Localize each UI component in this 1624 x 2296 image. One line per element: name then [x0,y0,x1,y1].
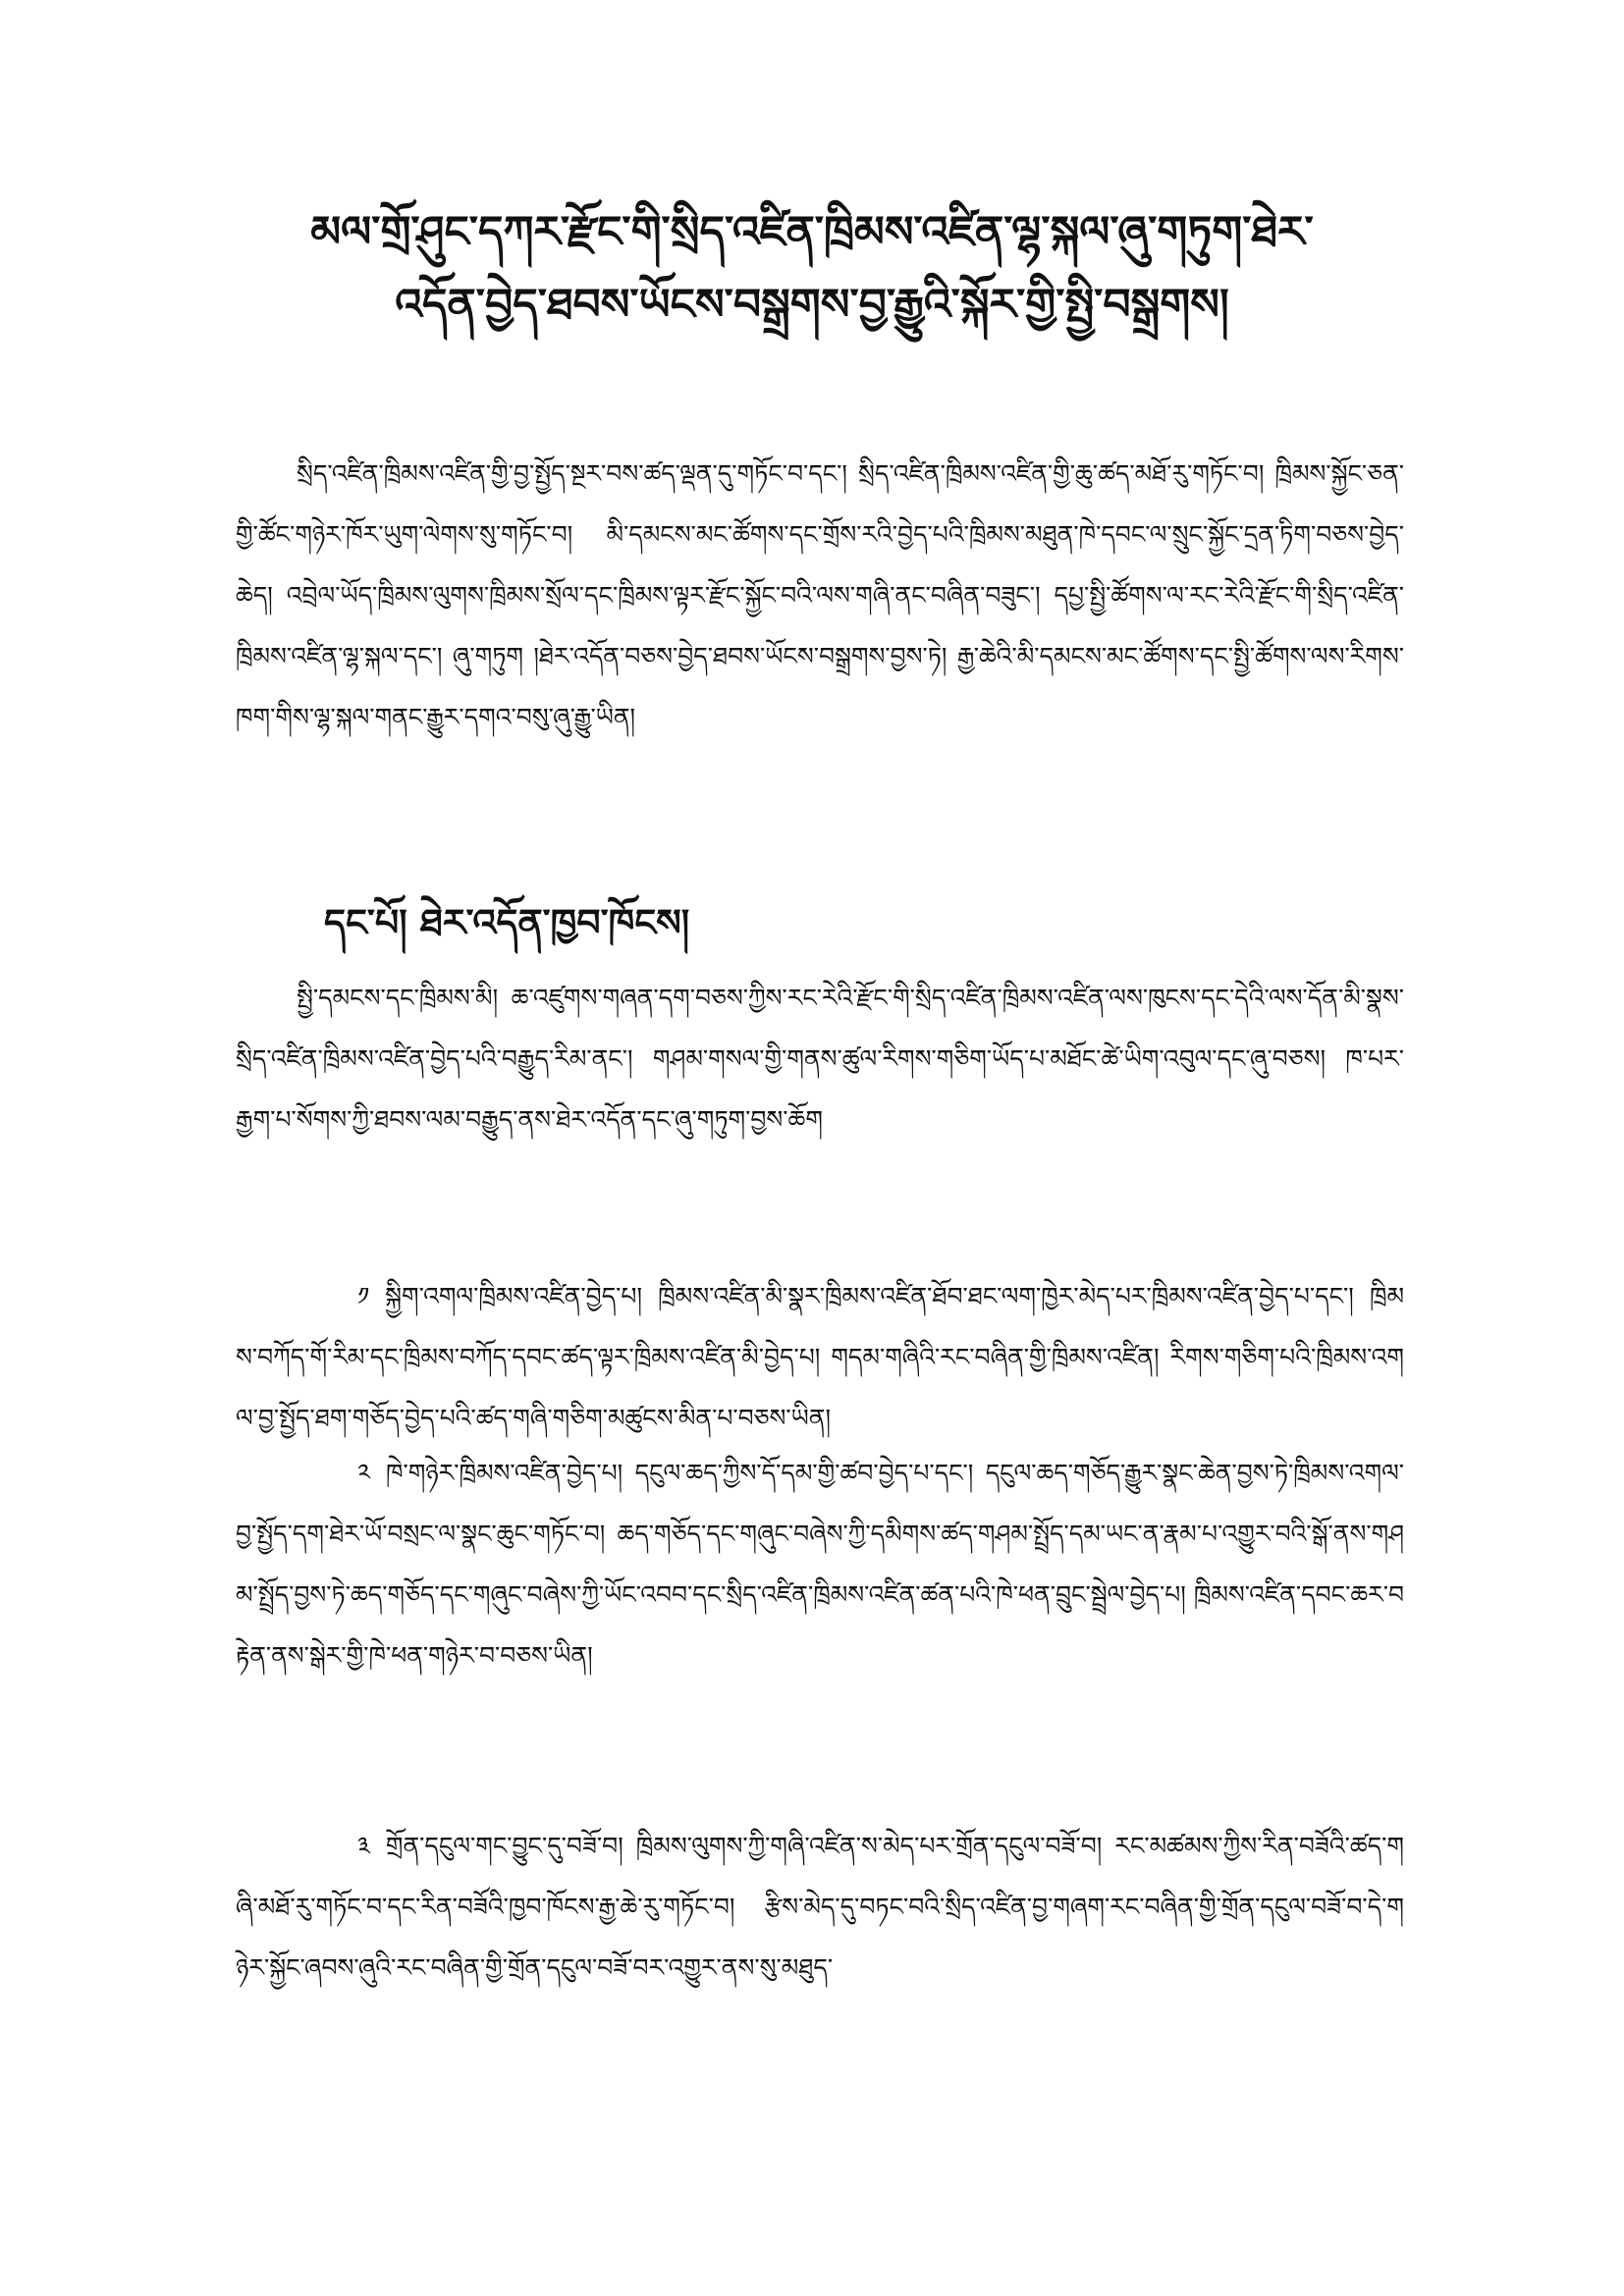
list-item-text: སྐྱིག་འགལ་ཁྲིམས་འཛིན་བྱེད་པ། ཁྲིམས་འཛིན་མི་སྣར་ཁྲིམས་འཛིན་ཐོབ་ཐང་ལག་ཁྱེར་མེད་པར་ཁྲིམས་འཛིན་བྱེད་པ་དང་། ཁྲིམས་བཀོད་གོ་རིམ་དང་ཁྲིམས་བཀོད་དབང་ཚད་ལྟར་ཁྲིམས་འཛིན་མི་བྱེད་པ། གདམ་གཞིའི་རང་བཞིན་གྱི་ཁྲིམས་འཛིན། རིགས་གཅིག་པའི་ཁྲིམས་འགལ་བྱ་སྤྱོད་ཐག་གཅོད་བྱེད་པའི་ཚད་གཞི་གཅིག་མཚུངས་མིན་པ་བཅས་ཡིན། [236,1282,1404,1432]
list-item-text: ཁེ་གཉེར་ཁྲིམས་འཛིན་བྱེད་པ། དངུལ་ཆད་ཀྱིས་དོ་དམ་གྱི་ཚབ་བྱེད་པ་དང་། དངུལ་ཆད་གཅོད་རྒྱུར་སྣང་ཆེན་བྱས་ཏེ་ཁྲིམས་འགལ་བྱ་སྤྱོད་དག་ཐེར་ཡོ་བསྲང་ལ་སྣང་ཆུང་གཏོང་བ། ཆད་གཅོད་དང་གཞུང་བཞེས་ཀྱི་དམིགས་ཚད་གཤམ་སྤྲོད་དམ་ཡང་ན་རྣམ་པ་འགྱུར་བའི་སྒོ་ནས་གཤམ་སྤྲོད་བྱས་ཏེ་ཆད་གཅོད་དང་གཞུང་བཞེས་ཀྱི་ཡོང་འབབ་དང་སྲིད་འཛིན་ཁྲིམས་འཛིན་ཚན་པའི་ཁེ་ཕན་བྲུང་སྦྲེལ་བྱེད་པ། ཁྲིམས་འཛིན་དབང་ཆར་བརྟེན་ནས་སྒེར་གྱི་ཁེ་ཕན་གཉེར་བ་བཅས་ཡིན། [236,1459,1404,1670]
list-item-1 [236,1266,1404,1449]
list-item-number: ༢ [357,1459,370,1487]
title-line-2: འདོན་བྱེད་ཐབས་ཡོངས་བསྒྲགས་བྱ་རྒྱུའི་སྐོར་གྱི་སྤྱི་བསྒྲགས། [395,280,1229,330]
title-line-1: མལ་གྲོ་ཤུང་དཀར་རྫོང་གི་སྲིད་འཛིན་ཁྲིམས་འཛིན་ལྷ་སྐལ་ཞུ་གཏུག་ཐེར་ [310,207,1314,257]
list-item-number: ༣ [357,1832,370,1860]
section-heading: དང་པོ། ཐེར་འདོན་ཁྱབ་ཁོངས། [324,901,690,944]
list-item-number: ༡ [357,1282,370,1310]
section-paragraph: སྤྱི་དམངས་དང་ཁྲིམས་མི། ཆ་འཛུགས་གཞན་དག་བཅས་ཀྱིས་རང་རེའི་རྫོང་གི་སྲིད་འཛིན་ཁྲིམས་འཛིན་ལས་ཁུངས་དང་དེའི་ལས་དོན་མི་སྣས་སྲིད་འཛིན་ཁྲིམས་འཛིན་བྱེད་པའི་བརྒྱུད་རིམ་ནང་། གཤམ་གསལ་གྱི་གནས་ཚུལ་རིགས་གཅིག་ཡོད་པ་མཐོང་ཚེ་ཡིག་འབུལ་དང་ཞུ་བཅས། ཁ་པར་རྒྱག་པ་སོགས་ཀྱི་ཐབས་ལམ་བརྒྱུད་ནས་ཐེར་འདོན་དང་ཞུ་གཏུག་བྱས་ཆོག [236,984,1404,1134]
document-title [147,196,1477,342]
intro-paragraph: སྲིད་འཛིན་ཁྲིམས་འཛིན་གྱི་བྱ་སྤྱོད་སྔར་བས་ཚད་ལྡན་དུ་གཏོང་བ་དང་། སྲིད་འཛིན་ཁྲིམས་འཛིན་གྱི་ཆུ་ཚད་མཐོ་རུ་གཏོང་བ། ཁྲིམས་སྐྱོང་ཅན་གྱི་ཚོང་གཉེར་ཁོར་ཡུག་ལེགས་སུ་གཏོང་བ། མི་དམངས་མང་ཚོགས་དང་གྲོས་རའི་བྱེད་པའི་ཁྲིམས་མཐུན་ཁེ་དབང་ལ་སྲུང་སྐྱོང་དྲན་ཏིག་བཅས་བྱེད་ཆེད། འབྲེལ་ཡོད་ཁྲིམས་ལུགས་ཁྲིམས་སྲོལ་དང་ཁྲིམས་ལྟར་རྫོང་སྐྱོང་བའི་ལས་གཞི་ནང་བཞིན་བཟུང་། དཔྱ་སྤྱི་ཚོགས་ལ་རང་རེའི་རྫོང་གི་སྲིད་འཛིན་ཁྲིམས་འཛིན་ལྷ་སྐལ་དང་། ཞུ་གཏུག །ཐེར་འདོན་བཅས་བྱེད་ཐབས་ཡོངས་བསྒྲགས་བྱས་ཏེ། རྒྱ་ཆེའི་མི་དམངས་མང་ཚོགས་དང་སྤྱི་ཚོགས་ལས་རིགས་ཁག་གིས་ལྷ་སྐལ་གནང་རྒྱུར་དགའ་བསུ་ཞུ་རྒྱུ་ཡིན། [236,459,1404,731]
list-item-3 [236,1816,1404,1999]
list-item-text: གྲོན་དངུལ་གང་བྱུང་དུ་བཟོ་བ། ཁྲིམས་ལུགས་ཀྱི་གཞི་འཛིན་ས་མེད་པར་གྲོན་དངུལ་བཟོ་བ། རང་མཚམས་ཀྱིས་རིན་བཟོའི་ཚད་གཞི་མཐོ་རུ་གཏོང་བ་དང་རིན་བཟོའི་ཁྱབ་ཁོངས་རྒྱ་ཆེ་རུ་གཏོང་བ། རྩིས་མེད་དུ་བཏང་བའི་སྲིད་འཛིན་བྱ་གཞག་རང་བཞིན་གྱི་གྲོན་དངུལ་བཟོ་བ་དེ་གཉེར་སྐྱོང་ཞབས་ཞུའི་རང་བཞིན་གྱི་གྲོན་དངུལ་བཟོ་བར་འགྱུར་ནས་སུ་མཐུད་ [236,1832,1404,1982]
list-item-2 [236,1443,1404,1686]
